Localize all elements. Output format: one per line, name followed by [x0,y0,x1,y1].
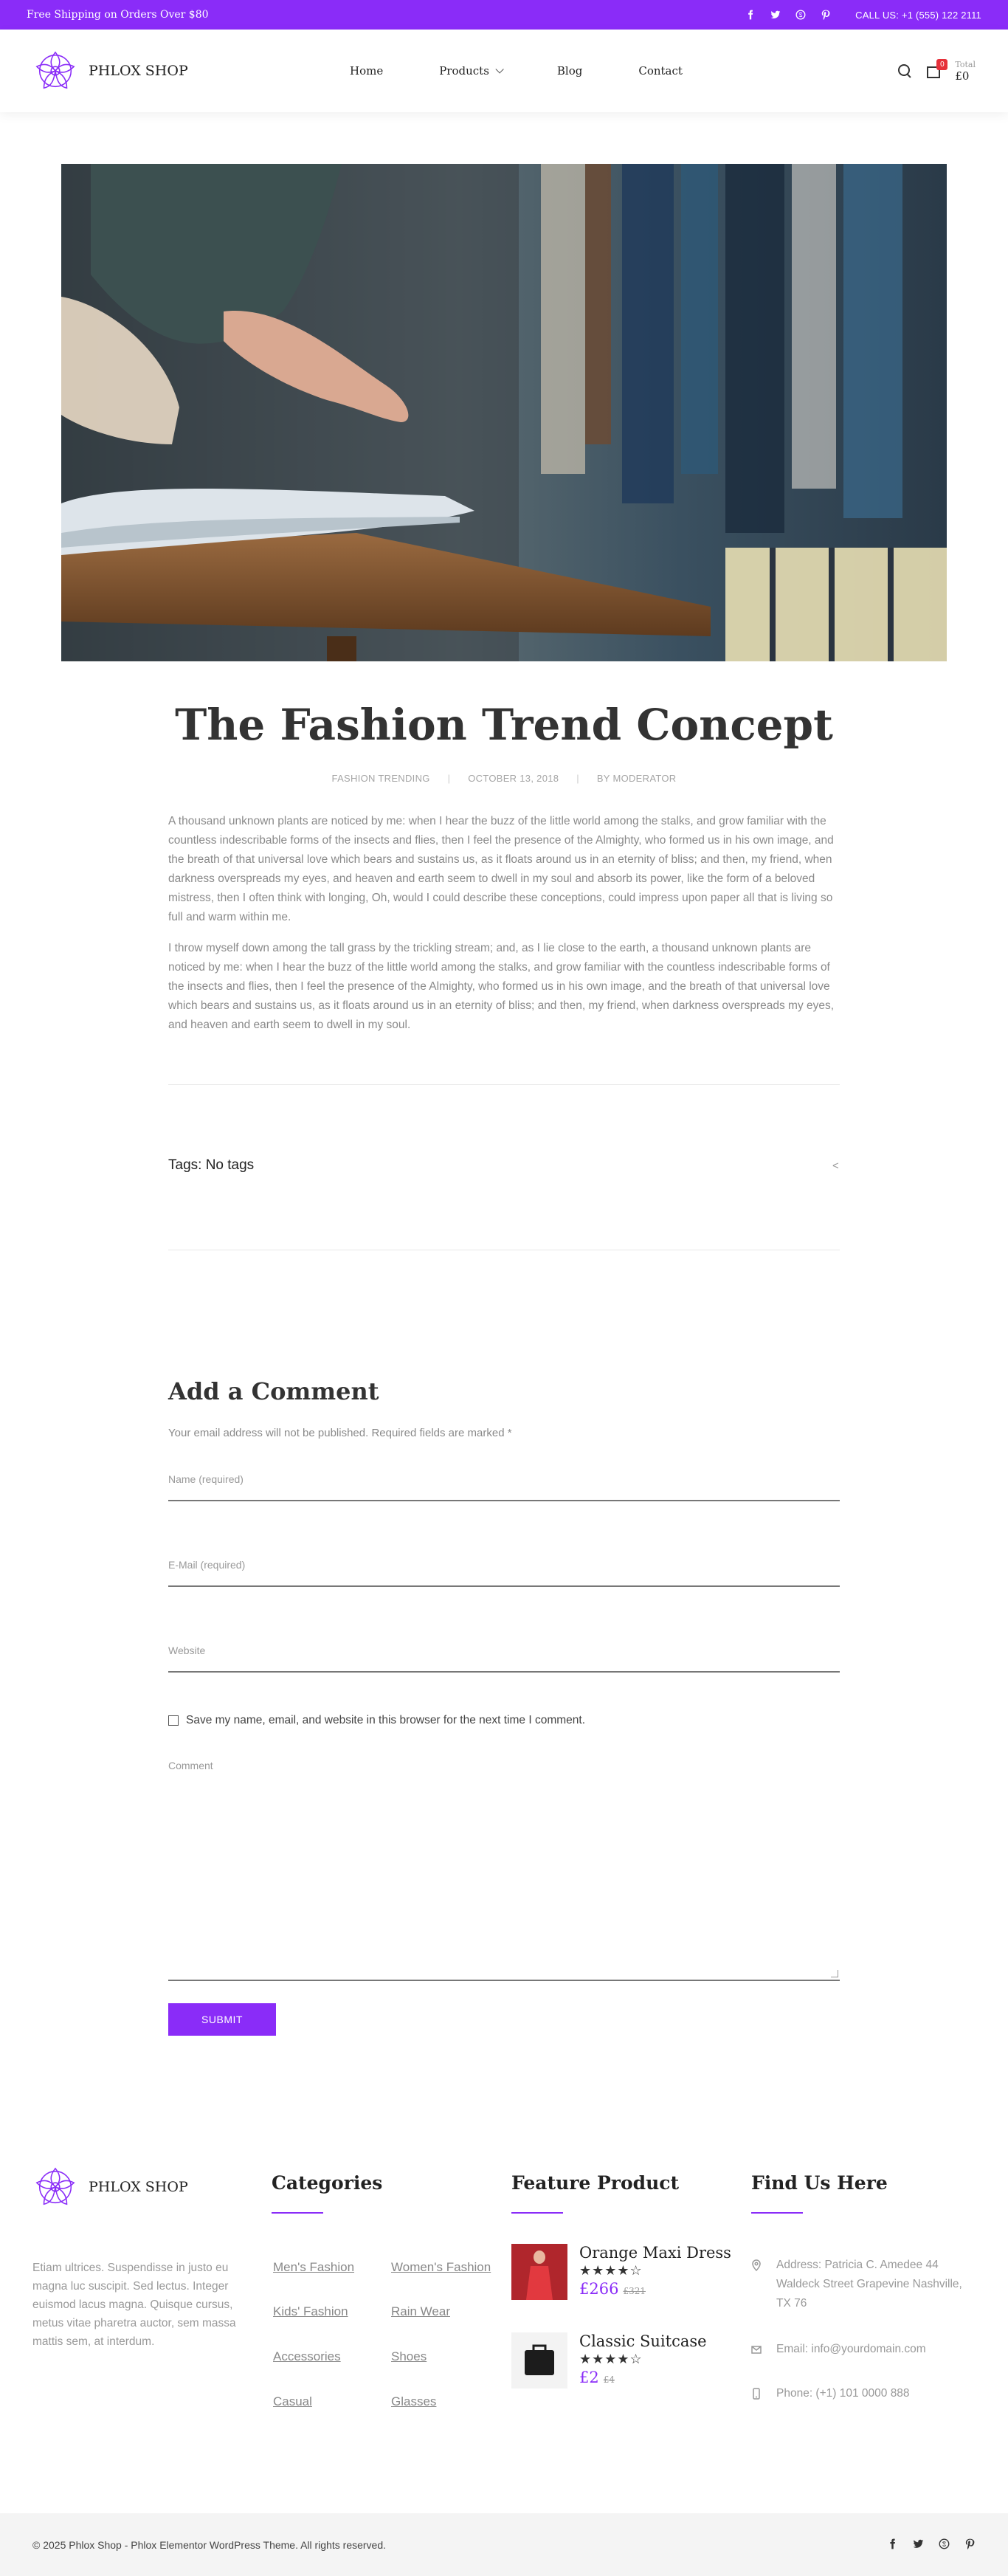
nav-blog[interactable]: Blog [556,64,583,78]
logo-text: PHLOX SHOP [89,63,188,79]
product-info [579,2244,731,2300]
title-underline [751,2212,803,2214]
site-logo[interactable] [32,48,350,94]
top-bar [0,0,1008,30]
skype-icon[interactable] [939,2538,950,2552]
chevron-down-icon [495,65,503,73]
footer-bottom-bar [0,2513,1008,2576]
product-info [579,2332,707,2389]
product-rating: ★★★★☆ [579,2352,643,2366]
share-icon[interactable] [832,1161,841,1171]
facebook-icon[interactable] [745,9,756,21]
post-date: OCTOBER 13, 2018 [468,773,559,784]
product-price [579,2369,707,2386]
phone-text: Phone: (+1) 101 0000 888 [776,2387,910,2400]
category-link[interactable]: Accessories [273,2349,341,2363]
email-field[interactable]: E-Mail (required) [168,1559,840,1587]
nav-contact[interactable]: Contact [638,64,683,78]
cart-total[interactable] [955,60,976,83]
category-link[interactable]: Kids' Fashion [273,2304,348,2318]
title-underline [272,2212,323,2214]
cart-total-label: Total [955,59,976,69]
address-text: Address: Patricia C. Amedee 44 Waldeck Street Grapevine Nashville, TX 76 [776,2259,962,2310]
top-bar-right [745,9,981,21]
save-info-checkbox-row[interactable] [168,1714,585,1727]
nav-products-label: Products [439,64,489,78]
pinterest-icon[interactable] [820,9,832,21]
category-link[interactable]: Rain Wear [391,2304,450,2318]
skype-icon[interactable] [795,9,807,21]
title-underline [511,2212,563,2214]
comment-textarea[interactable]: Comment [168,1760,840,1981]
category-link[interactable]: Women's Fashion [391,2260,491,2274]
category-link[interactable]: Casual [273,2394,312,2408]
email-link[interactable]: Email: info@yourdomain.com [776,2343,926,2355]
cart-count-badge: 0 [936,59,947,70]
categories-title: Categories [272,2172,383,2194]
meta-separator: | [576,773,579,784]
footer-logo[interactable] [32,2164,188,2210]
featured-image [61,164,947,661]
footer-logo-text: PHLOX SHOP [89,2179,188,2195]
product-price-old: £321 [623,2286,646,2296]
header-actions [897,60,976,83]
save-info-label: Save my name, email, and website in this browser for the next time I comment. [186,1714,586,1726]
category-link[interactable]: Men's Fashion [273,2260,355,2274]
site-header [0,30,1008,112]
search-icon[interactable] [897,63,912,78]
cart-icon[interactable] [925,61,945,80]
phone-icon [751,2387,762,2406]
divider [168,1084,840,1085]
cart-total-value: £0 [955,69,970,83]
nav-products[interactable] [439,64,501,78]
featured-title: Feature Product [511,2172,680,2194]
email-row [751,2340,973,2362]
lotus-logo-icon [32,48,78,94]
footer-description: Etiam ultrices. Suspendisse in justo eu magna luc suscipit. Sed lectus. Integer euismod lacus magna. Quisque cursus, metus vitae pharetra auctor, sem massa mattis sem, at interdum. [32,2262,236,2348]
envelope-icon [751,2343,762,2362]
featured-product[interactable] [511,2244,731,2300]
facebook-icon[interactable] [887,2538,898,2552]
post-meta [0,773,1008,784]
meta-separator: | [447,773,451,784]
featured-product[interactable] [511,2332,707,2389]
category-link[interactable]: Glasses [391,2394,437,2408]
product-name[interactable]: Classic Suitcase [579,2332,707,2350]
website-field[interactable]: Website [168,1645,840,1673]
product-price [579,2280,731,2298]
category-link[interactable]: Shoes [391,2349,427,2363]
main-nav [350,64,683,78]
product-rating: ★★★★☆ [579,2263,643,2278]
name-field[interactable]: Name (required) [168,1473,840,1501]
post-paragraph: A thousand unknown plants are noticed by me: when I hear the buzz of the little world among the stalks, and grow familiar with the countless indescribable forms of the insects and flies, then I feel the presence of the Almighty, who formed us in his own image, and the breath of that universal love which bears and sustains us, as it floats around us in an eternity of bliss; and then, my friend, when darkness overspreads my eyes, and heaven and earth seem to dwell in my soul and absorb its power, like the form of a beloved mistress, then I often think with longing, Oh, would I could describe these conceptions, could impress upon paper all that is living so full and warm within me. [168,815,834,923]
pinterest-icon[interactable] [964,2538,976,2552]
post-category-link[interactable]: FASHION TRENDING [331,773,430,784]
twitter-icon[interactable] [913,2538,924,2552]
address-row [751,2256,973,2313]
product-price-current: £2 [579,2369,599,2386]
twitter-icon[interactable] [770,9,781,21]
product-thumbnail[interactable] [511,2244,567,2300]
phone-row [751,2384,973,2406]
comment-form-note: Your email address will not be published. Required fields are marked * [168,1427,512,1439]
post-paragraph: I throw myself down among the tall grass by the trickling stream; and, as I lie close to the earth, a thousand unknown plants are noticed by me: when I hear the buzz of the little world among the stalks, and grow familiar with the countless indescribable forms of the insects and flies, then I feel the presence of the Almighty, who formed us in his own image, and the breath of that universal love which bears and sustains us, as it floats around us in an eternity of bliss; and then, my friend, when darkness overspreads my eyes, and heaven and earth seem to dwell in my soul. [168,942,835,1031]
comment-form-title: Add a Comment [168,1377,379,1405]
product-thumbnail[interactable] [511,2332,567,2389]
footer-socials [887,2538,976,2552]
submit-button[interactable]: SUBMIT [168,2003,276,2036]
copyright-text: © 2025 Phlox Shop - Phlox Elementor WordPress Theme. All rights reserved. [32,2538,387,2551]
call-us-text: CALL US: +1 (555) 122 2111 [855,9,981,21]
product-price-old: £4 [603,2374,615,2385]
lotus-logo-icon [32,2164,78,2210]
nav-home[interactable]: Home [350,64,384,78]
save-info-checkbox[interactable] [168,1715,179,1726]
location-pin-icon [751,2259,762,2313]
post-tags: Tags: No tags [168,1157,255,1173]
product-price-current: £266 [579,2280,619,2298]
promo-text: Free Shipping on Orders Over $80 [27,9,209,21]
product-name[interactable]: Orange Maxi Dress [579,2244,731,2262]
post-title: The Fashion Trend Concept [175,700,833,750]
post-author-link[interactable]: BY MODERATOR [596,773,677,784]
find-us-title: Find Us Here [751,2172,888,2194]
